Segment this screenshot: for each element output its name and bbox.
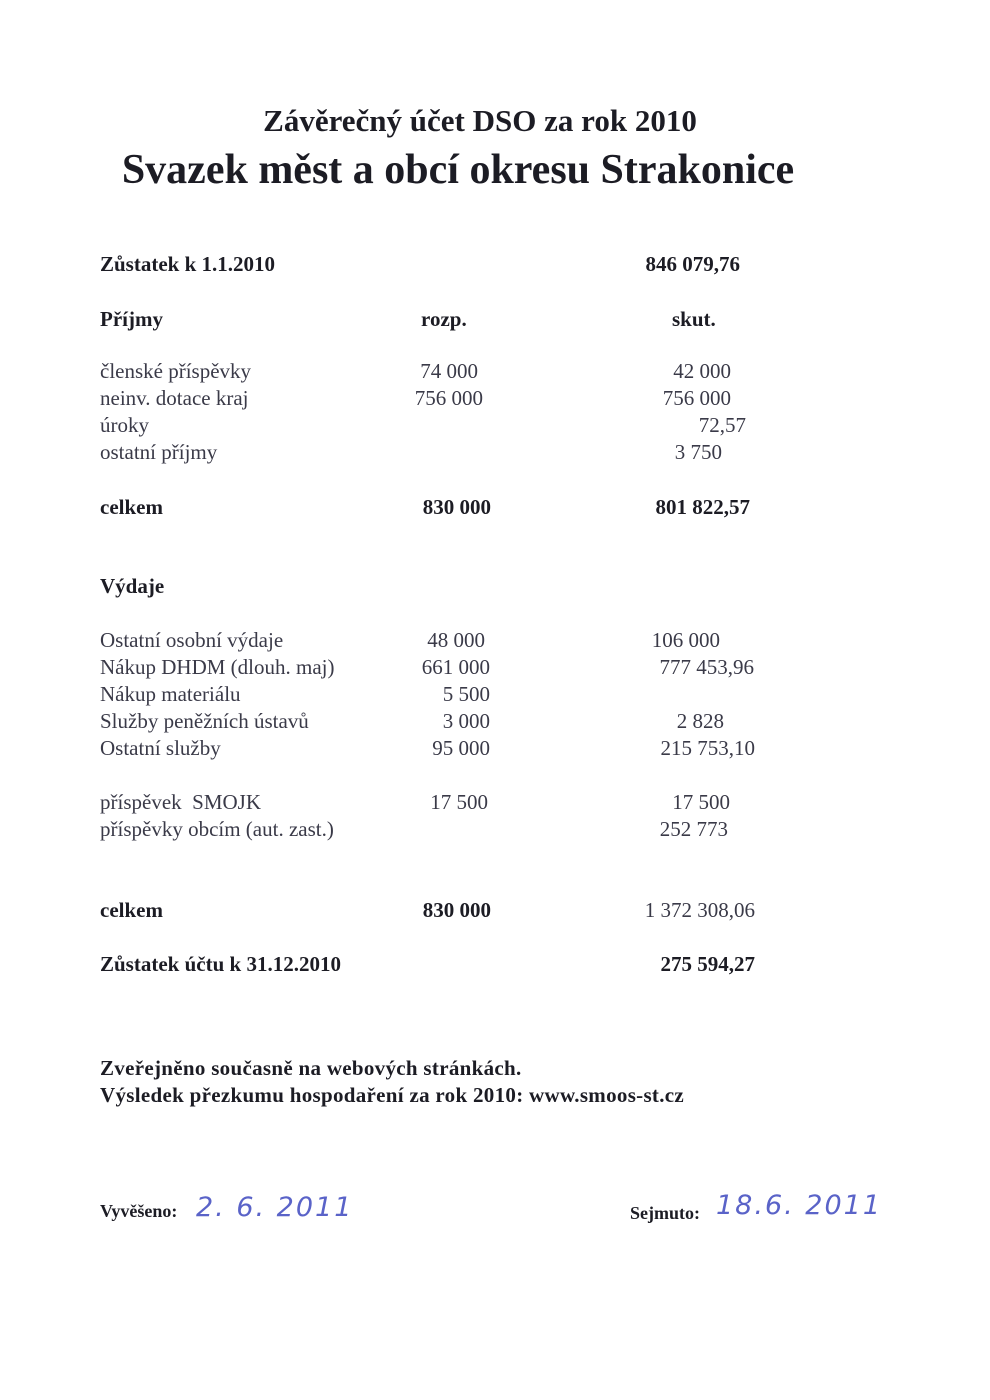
income-total-budget: 830 000 [422, 495, 491, 519]
expenses-heading: Výdaje [100, 574, 165, 598]
expense-row-label: Nákup materiálu [100, 682, 241, 706]
posted-label: Vyvěšeno: [100, 1201, 178, 1221]
removed-date-handwritten: 18.6. 2011 [716, 1190, 882, 1221]
expense-row-label: Ostatní služby [100, 736, 221, 760]
expense-row-budget: 3 000 [442, 709, 490, 733]
expense-row-actual: 252 773 [659, 817, 728, 841]
document-subtitle: Svazek měst a obcí okresu Strakonice [121, 147, 795, 193]
income-total-actual: 801 822,57 [655, 495, 750, 519]
opening-balance-label: Zůstatek k 1.1.2010 [100, 252, 276, 276]
expense-row-label: Nákup DHDM (dlouh. maj) [100, 655, 335, 679]
expense-row-budget: 661 000 [421, 655, 490, 679]
expenses-total-budget: 830 000 [422, 898, 491, 922]
expense-row-label: Služby peněžních ústavů [100, 709, 309, 733]
expense-row-budget: 95 000 [432, 736, 490, 760]
income-row-actual: 72,57 [698, 413, 746, 437]
expense-row-budget: 5 500 [442, 682, 490, 706]
expenses-total-actual: 1 372 308,06 [644, 898, 755, 922]
income-row-label: členské příspěvky [100, 359, 252, 383]
actual-column-header: skut. [672, 307, 716, 331]
removed-label: Sejmuto: [630, 1203, 700, 1223]
opening-balance-value: 846 079,76 [645, 252, 740, 276]
expense-row-actual: 215 753,10 [660, 736, 755, 760]
expense-row-label: Ostatní osobní výdaje [100, 628, 284, 652]
income-row-label: neinv. dotace kraj [100, 386, 249, 410]
income-row-budget: 756 000 [414, 386, 483, 410]
income-row-label: ostatní příjmy [100, 440, 218, 464]
expense-row-budget: 48 000 [427, 628, 485, 652]
expense-row-label: příspěvky obcím (aut. zast.) [100, 817, 334, 841]
income-row-label: úroky [100, 413, 149, 437]
expenses-total-label: celkem [100, 898, 163, 922]
income-heading: Příjmy [100, 307, 163, 331]
publication-note: Zveřejněno současně na webových stránkách. [100, 1056, 522, 1080]
income-row-budget: 74 000 [420, 359, 478, 383]
closing-balance-value: 275 594,27 [660, 952, 755, 976]
budget-column-header: rozp. [421, 307, 467, 331]
expense-row-budget: 17 500 [430, 790, 488, 814]
income-total-label: celkem [100, 495, 163, 519]
expense-row-actual: 106 000 [651, 628, 720, 652]
income-row-actual: 756 000 [662, 386, 731, 410]
posted-date-handwritten: 2. 6. 2011 [196, 1192, 354, 1223]
closing-balance-label: Zůstatek účtu k 31.12.2010 [100, 952, 341, 976]
expense-row-actual: 17 500 [672, 790, 730, 814]
audit-result-note: Výsledek přezkumu hospodaření za rok 2010: www.smoos-st.cz [100, 1083, 685, 1107]
expense-row-actual: 777 453,96 [659, 655, 754, 679]
expense-row-label: příspěvek SMOJK [100, 790, 261, 814]
expense-row-actual: 2 828 [676, 709, 724, 733]
document-title: Závěrečný účet DSO za rok 2010 [263, 103, 697, 138]
income-row-actual: 3 750 [674, 440, 722, 464]
income-row-actual: 42 000 [673, 359, 731, 383]
